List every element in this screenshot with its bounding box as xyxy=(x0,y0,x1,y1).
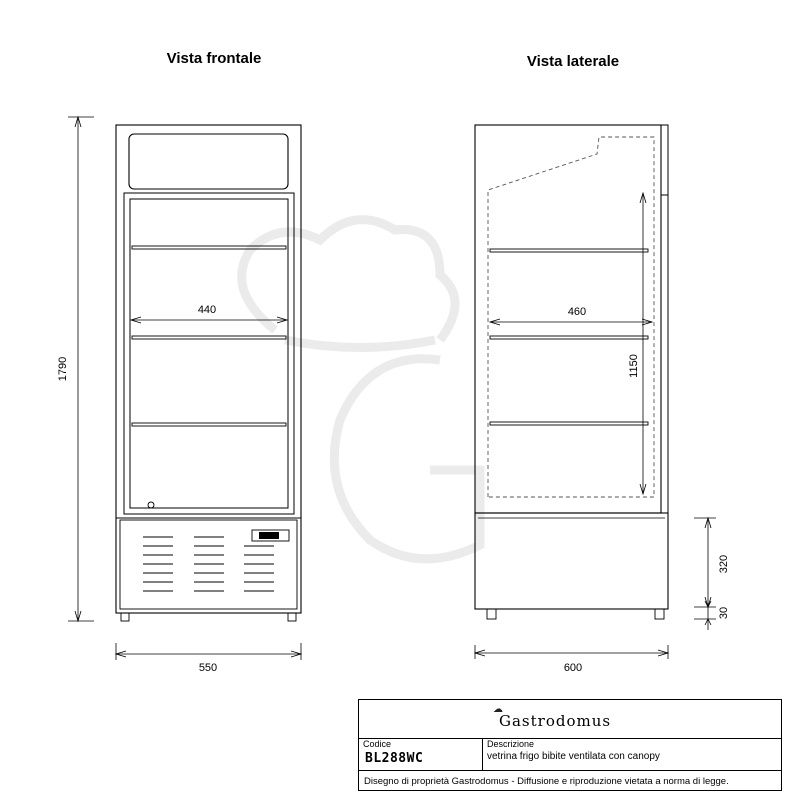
front-shelf xyxy=(132,336,286,339)
description-label: Descrizione xyxy=(487,739,535,749)
side-shelf xyxy=(490,249,648,252)
side-inner-height-dimension: 1150 xyxy=(628,354,640,378)
front-glass-door-inner xyxy=(130,199,288,508)
thermostat-screen xyxy=(259,532,279,539)
side-dimensions xyxy=(475,193,716,659)
front-foot-left xyxy=(121,613,129,621)
front-foot-right xyxy=(288,613,296,621)
side-foot-right xyxy=(655,609,664,619)
front-view-title: Vista frontale xyxy=(166,50,262,67)
code-value: BL288WC xyxy=(365,751,424,766)
front-inner-width-dimension: 440 xyxy=(197,304,217,316)
front-height-dimension: 1790 xyxy=(57,356,69,382)
copyright-notice: Disegno di proprietà Gastrodomus - Diffusione e riproduzione vietata a norma di legge. xyxy=(364,776,729,787)
side-view-title: Vista laterale xyxy=(526,53,620,70)
front-vent-grille xyxy=(143,537,274,591)
door-lock xyxy=(148,502,154,508)
title-block xyxy=(358,699,782,791)
side-shelf xyxy=(490,422,648,425)
description-cell xyxy=(483,738,781,771)
front-view xyxy=(116,125,301,621)
side-inner-width-dimension: 460 xyxy=(567,306,587,318)
front-shelf xyxy=(132,423,286,426)
title-block-logo-row xyxy=(359,700,781,739)
base-height-dimension: 320 xyxy=(718,554,730,574)
side-shelf xyxy=(490,336,648,339)
front-width-dimension: 550 xyxy=(198,662,218,674)
code-cell xyxy=(359,738,483,771)
side-base-panel xyxy=(475,513,668,609)
front-canopy-panel xyxy=(129,134,288,189)
side-depth-dimension: 600 xyxy=(563,662,583,674)
side-door-profile xyxy=(661,125,668,195)
front-dimensions xyxy=(68,117,301,660)
front-cabinet-outline xyxy=(116,125,301,613)
front-shelf xyxy=(132,246,286,249)
code-label: Codice xyxy=(363,739,392,749)
feet-height-dimension: 30 xyxy=(718,606,730,620)
side-foot-left xyxy=(487,609,496,619)
chef-hat-icon: ☁ xyxy=(493,704,503,715)
side-cabinet-outline xyxy=(475,125,661,513)
brand-logo: Gastrodomus xyxy=(499,712,612,730)
description-value: vetrina frigo bibite ventilata con canopy xyxy=(487,751,660,762)
